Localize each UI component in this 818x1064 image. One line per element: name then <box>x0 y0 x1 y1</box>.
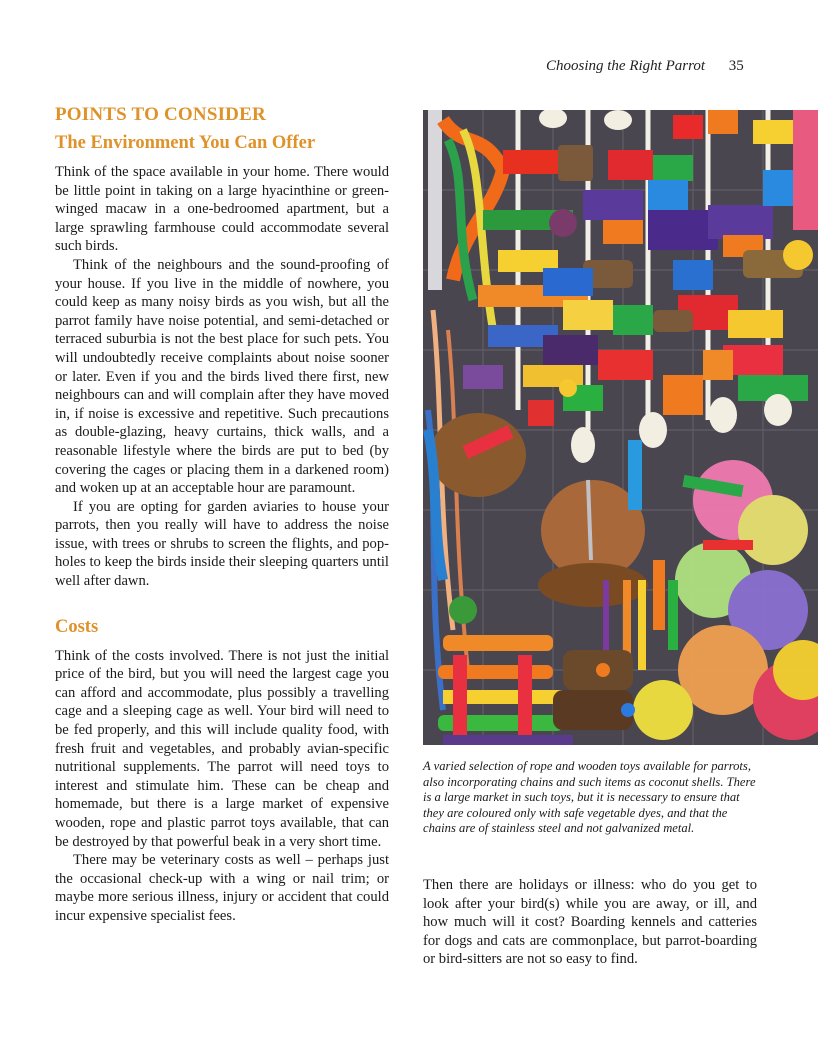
parrot-toys-photo <box>423 110 818 745</box>
page-number: 35 <box>728 58 744 74</box>
paragraph: Then there are holidays or illness: who do you get to look after your bird(s) while you are away, or ill, and how much will it cost? Boarding kennels and catteries for dogs and cats are commonplace, but parrot-boarding or bird-sitters are not so easy to find. <box>423 877 757 968</box>
paragraph: Think of the neighbours and the sound-proofing of your house. If you live in the middle of nowhere, you could keep as many noisy birds as you wish, but all the parrot family have noise potential, and semi-detached or terraced suburbia is not the best place for such pets. You will undoubtedly receive complaints about noise sooner or later. Even if you and the birds lived there first, new neighbours can and will complain after they have moved in, if noise is excessive and repetitive. Such precautions as double-glazing, heavy curtains, thick walls, and a reasonable lifestyle where the birds are put to bed (by covering the cages or placing them in a darkened room) and woken up at an acceptable hour are paramount. <box>55 256 389 497</box>
left-column <box>55 103 389 926</box>
paragraph: Think of the costs involved. There is not just the initial price of the bird, but you will need the largest cage you can afford and accommodate, plus possibly a travelling cage and a sleeping cage as well. Your bird will need to be fed properly, and this will include quality food, with fresh fruit and vegetables, and probably avian-specific nutritional supplements. The parrot will need toys to interest and stimulate him. These can be cheap and homemade, but there is a large market of expensive wooden, rope and plastic parrot toys available, that can be destroyed by that powerful beak in a very short time. <box>55 647 389 850</box>
section-heading: POINTS TO CONSIDER <box>55 104 266 125</box>
subheading-environment: The Environment You Can Offer <box>55 133 316 153</box>
running-head-title: Choosing the Right Parrot <box>546 58 706 74</box>
right-column <box>423 876 757 969</box>
photo-illustration <box>423 110 818 745</box>
figure-caption: A varied selection of rope and wooden toys available for parrots, also incorporating chains and such items as coconut shells. There is a large market in such toys, but it is necessary to ensure that they are coloured only with safe vegetable dyes, and that the chains are of stainless steel and not galvanized metal. <box>423 759 756 836</box>
paragraph: Think of the space available in your home. There would be little point in taking on a large hyacinthine or green-winged macaw in a one-bedroomed apartment, but a large sprawling farmhouse could accommodate several such birds. <box>55 164 389 255</box>
subheading-costs: Costs <box>55 616 99 637</box>
running-head <box>546 58 744 75</box>
paragraph: If you are opting for garden aviaries to house your parrots, then you really will have to address the noise issue, with trees or shrubs to screen the flights, and pop-holes to keep the birds inside their sleeping quarters until well after dawn. <box>55 498 389 590</box>
paragraph: There may be veterinary costs as well – perhaps just the occasional check-up with a wing or nail trim; or maybe more serious illness, injury or accident that could incur expensive specialist fees. <box>55 852 389 924</box>
